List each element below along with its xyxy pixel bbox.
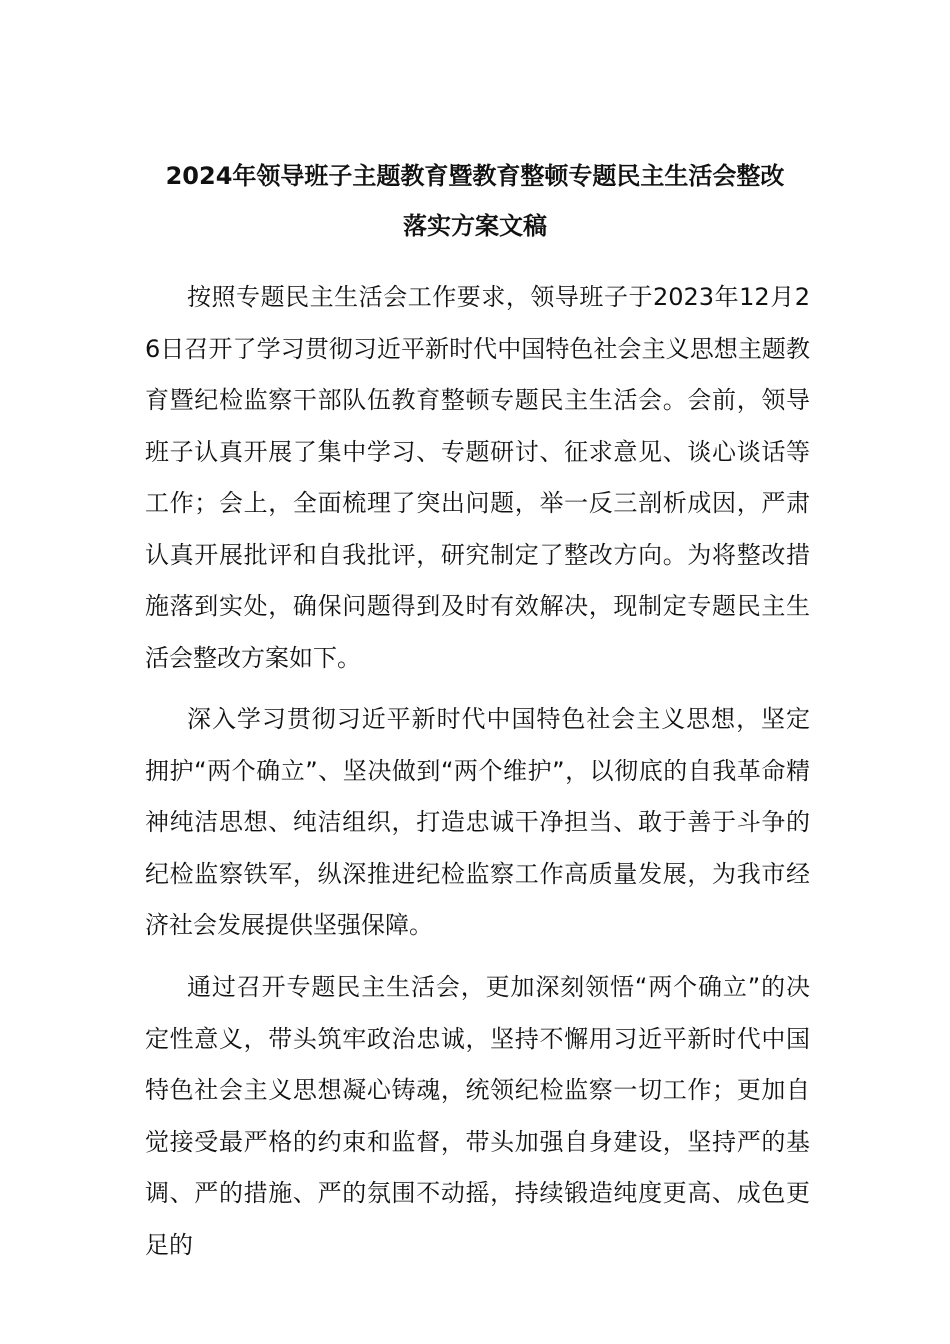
paragraph-intro: 按照专题民主生活会工作要求，领导班子于2023年12月26日召开了学习贯彻习近平新时代中国特色社会主义思想主题教育暨纪检监察干部队伍教育整顿专题民主生活会。会前，领导班子认真开展了集中学习、专题研讨、征求意见、谈心谈话等工作；会上，全面梳理了突出问题，举一反三剖析成因，严肃认真开展批评和自我批评，研究制定了整改方向。为将整改措施落到实处，确保问题得到及时有效解决，现制定专题民主生活会整改方案如下。: [145, 283, 810, 672]
document-title-line-2: 落实方案文稿: [403, 212, 547, 240]
document-title-line-1: 2024年领导班子主题教育暨教育整顿专题民主生活会整改: [165, 162, 785, 190]
paragraph-goal: 深入学习贯彻习近平新时代中国特色社会主义思想，坚定拥护“两个确立”、坚决做到“两个维护”，以彻底的自我革命精神纯洁思想、纯洁组织，打造忠诚干净担当、敢于善于斗争的纪检监察铁军，纵深推进纪检监察工作高质量发展，为我市经济社会发展提供坚强保障。: [145, 705, 810, 939]
paragraph-objective: 通过召开专题民主生活会，更加深刻领悟“两个确立”的决定性意义，带头筑牢政治忠诚，坚持不懈用习近平新时代中国特色社会主义思想凝心铸魂，统领纪检监察一切工作；更加自觉接受最严格的约束和监督，带头加强自身建设，坚持严的基调、严的措施、严的氛围不动摇，持续锻造纯度更高、成色更足的: [145, 973, 810, 1259]
